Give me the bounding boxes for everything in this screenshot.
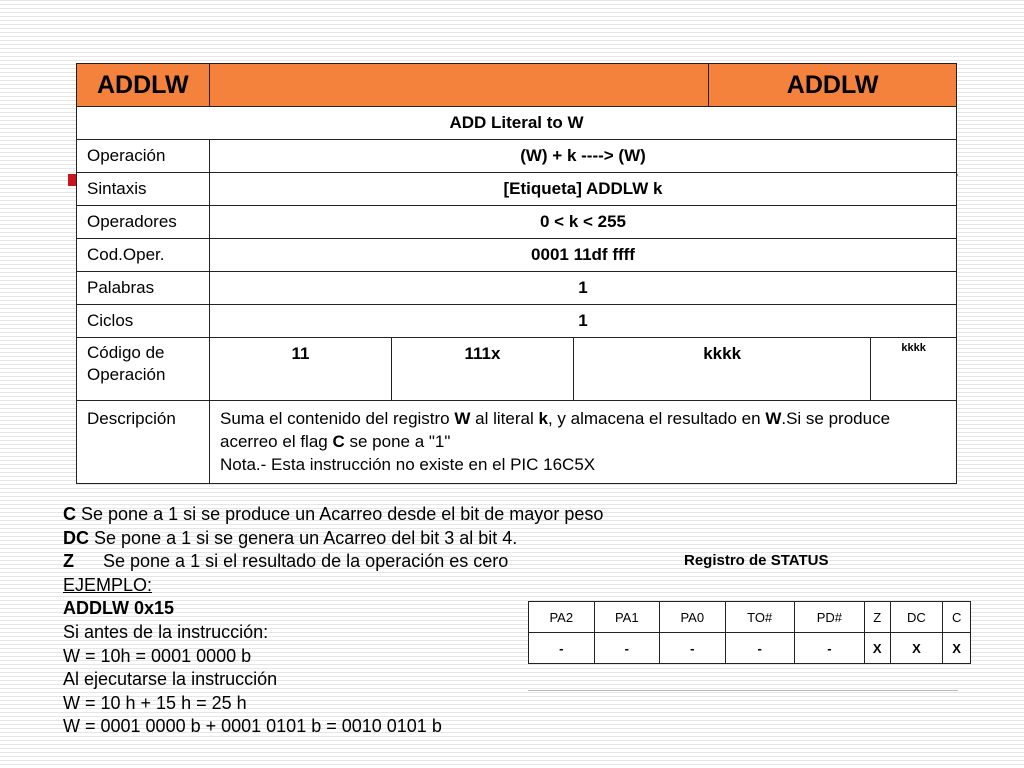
instruction-table [76, 63, 957, 484]
desc-text-3: , y almacena el resultado en [547, 409, 761, 428]
note-c-flag: C [63, 504, 76, 524]
status-header-cell: DC [890, 602, 943, 633]
label-codigo-line1: Código de [87, 343, 165, 362]
note-dc [63, 527, 703, 551]
status-value-cell: - [794, 633, 864, 664]
row-codoper [77, 239, 957, 272]
desc-text-4: .Si se produce acerreo el flag [220, 409, 891, 451]
code-cell-4: kkkk [871, 338, 957, 401]
label-ciclos: Ciclos [77, 305, 210, 338]
code-cell-3: kkkk [574, 338, 871, 401]
desc-bold-c: C [332, 432, 345, 451]
status-register-table [528, 601, 971, 664]
status-title-prefix: Registro de [684, 552, 767, 569]
value-sintaxis: [Etiqueta] ADDLW k [210, 173, 957, 206]
row-descripcion [77, 401, 957, 484]
value-operacion: (W) + k ----> (W) [210, 140, 957, 173]
value-operadores: 0 < k < 255 [210, 206, 957, 239]
note-z-text: Se pone a 1 si el resultado de la operación es cero [103, 551, 509, 572]
instruction-name-right: ADDLW [709, 64, 957, 107]
status-value-row [529, 633, 971, 664]
status-value-cell: X [943, 633, 971, 664]
label-sintaxis: Sintaxis [77, 173, 210, 206]
note-z [63, 550, 703, 574]
status-value-cell: X [864, 633, 890, 664]
status-value-cell: - [529, 633, 595, 664]
label-operadores: Operadores [77, 206, 210, 239]
status-header-cell: Z [864, 602, 890, 633]
status-register-title [684, 552, 828, 569]
status-header-cell: PD# [794, 602, 864, 633]
row-ciclos [77, 305, 957, 338]
desc-note: Nota.- Esta instrucción no existe en el PIC 16C5X [220, 455, 596, 474]
example-instruction-text: ADDLW 0x15 [63, 598, 175, 619]
status-header-cell: PA0 [660, 602, 726, 633]
row-operacion [77, 140, 957, 173]
label-palabras: Palabras [77, 272, 210, 305]
status-header-cell: TO# [725, 602, 794, 633]
desc-bold-w2: W [765, 409, 782, 428]
label-codoper: Cod.Oper. [77, 239, 210, 272]
row-codigo [77, 338, 957, 401]
value-descripcion [210, 401, 957, 484]
desc-bold-w: W [454, 409, 471, 428]
label-descripcion: Descripción [77, 401, 210, 484]
code-cell-2: 111x [392, 338, 574, 401]
status-value-cell: - [660, 633, 726, 664]
desc-bold-k: k [538, 409, 548, 428]
label-codigo-line2: Operación [87, 365, 166, 384]
status-value-cell: - [594, 633, 660, 664]
example-line-4: W = 10 h + 15 h = 25 h [63, 692, 247, 713]
note-c-text: Se pone a 1 si se produce un Acarreo desde el bit de mayor peso [81, 504, 604, 524]
example-line-3: Al ejecutarse la instrucción [63, 669, 278, 690]
desc-text-5: se pone a "1" [349, 432, 451, 451]
desc-text-2: al literal [475, 409, 534, 428]
instruction-subtitle: ADD Literal to W [77, 107, 957, 140]
status-value-cell: - [725, 633, 794, 664]
label-operacion: Operación [77, 140, 210, 173]
note-c [63, 503, 703, 527]
example-line-1: Si antes de la instrucción: [63, 621, 269, 642]
status-header-cell: PA1 [594, 602, 660, 633]
status-underline [528, 690, 958, 691]
example-line-5: W = 0001 0000 b + 0001 0101 b = 0010 0101 b [63, 716, 442, 737]
note-dc-flag: DC [63, 527, 89, 548]
value-codoper: 0001 11df ffff [210, 239, 957, 272]
desc-text-1: Suma el contenido del registro [220, 409, 450, 428]
example-line-2: W = 10h = 0001 0000 b [63, 645, 252, 666]
instruction-name-left: ADDLW [77, 64, 210, 107]
value-ciclos: 1 [210, 305, 957, 338]
code-cell-1: 11 [210, 338, 392, 401]
instruction-header-row [77, 64, 957, 107]
row-sintaxis [77, 173, 957, 206]
note-dc-text: Se pone a 1 si se genera un Acarreo del bit 3 al bit 4. [94, 527, 518, 548]
value-palabras: 1 [210, 272, 957, 305]
example-heading: EJEMPLO: [63, 574, 153, 595]
status-header-row [529, 602, 971, 633]
status-header-cell: C [943, 602, 971, 633]
status-header-cell: PA2 [529, 602, 595, 633]
header-blank [210, 64, 709, 107]
row-palabras [77, 272, 957, 305]
label-codigo [77, 338, 210, 401]
note-z-flag: Z [63, 551, 74, 572]
status-title-bold: STATUS [770, 552, 829, 569]
row-operadores [77, 206, 957, 239]
status-value-cell: X [890, 633, 943, 664]
